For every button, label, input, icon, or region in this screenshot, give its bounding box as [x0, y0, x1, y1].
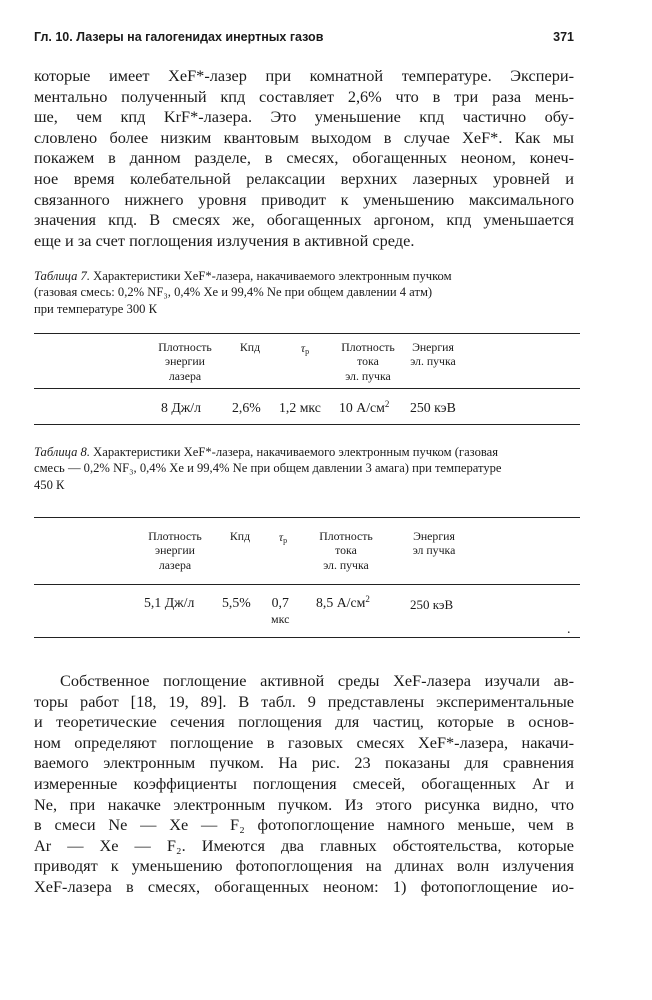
text-line: измеренные коэффициенты поглощения смесей, обогащенных Ar и — [34, 773, 574, 793]
table-8-header-energy-density: Плотность энергии лазера — [148, 529, 202, 572]
text-line: покажем в данном разделе, в смесях, обогащенных неоном, конеч- — [34, 148, 574, 168]
table-7-mid-rule — [34, 388, 580, 389]
caption-line: Характеристики XeF*-лазера, накачиваемого электронным пучком (газовая — [93, 445, 499, 459]
text-line: ное время колебательной релаксации верхних лазерных уровней и — [34, 168, 574, 188]
text-line: приводят к уменьшению фотопоглощения на длинах волн излучения — [34, 856, 574, 876]
table-8-bottom-rule — [34, 637, 580, 638]
text-line: торы работ [18, 19, 89]. В табл. 9 представлены экспериментальные — [34, 691, 574, 711]
text-line: Ar — Xe — F₂. Имеются два главных обстоятельства, которые — [34, 835, 574, 855]
table-8-label: Таблица 8. — [34, 445, 90, 459]
table-8-header-current-density: Плотность тока эл. пучка — [319, 529, 373, 572]
table-8-cell-tau: 0,7 мкс — [271, 595, 290, 626]
text-line: и теоретические сечения поглощения для частиц, которые в основ- — [34, 712, 574, 732]
table-7-cell-energy-density: 8 Дж/л — [161, 400, 202, 415]
table-7-caption — [34, 268, 579, 317]
caption-line: смесь — 0,2% NF₃, 0,4% Xe и 99,4% Ne при общем давлении 3 амага) при температуре — [34, 461, 502, 476]
caption-line: при температуре 300 К — [34, 301, 157, 316]
table-8-cell-current-density: 8,5 $А/см^2$ — [316, 594, 370, 610]
text-line: XeF-лазера в смесях, обогащенных неоном: 1) фотопоглощение ио- — [34, 876, 574, 896]
table-7-top-rule — [34, 333, 580, 334]
running-head — [34, 30, 574, 50]
table-7-header-tau: $\tau_р$ — [300, 341, 310, 356]
table-7-cell-beam-energy: 250 кэВ — [410, 400, 456, 415]
table-8-cell-efficiency: 5,5% — [222, 595, 251, 610]
text-line: ше, чем кпд KrF*-лазера. Это уменьшение кпд частично обу- — [34, 107, 574, 127]
body-paragraph-1 — [34, 66, 574, 251]
text-line: Ne, при накачке электронным пучком. Из этого рисунка видно, что — [34, 794, 574, 814]
caption-line: (газовая смесь: 0,2% NF₃, 0,4% Xe и 99,4% Ne при общем давлении 4 атм) — [34, 285, 433, 300]
text-line: ваемого электронным пучком. На рис. 23 показаны для сравнения — [34, 753, 574, 773]
table-8-mid-rule — [34, 584, 580, 585]
text-line: которые имеет XeF*-лазер при комнатной температуре. Экспери- — [34, 66, 574, 85]
table-7-cell-current-density: 10 $А/см^2$ — [339, 399, 390, 415]
table-8-header-tau: $\tau_р$ — [278, 530, 288, 545]
text-line: ментально полученный кпд составляет 2,6% что в три раза мень- — [34, 86, 574, 106]
chapter-title: Гл. 10. Лазеры на галогенидах инертных газов — [34, 30, 324, 44]
caption-line: Характеристики XeF*-лазера, накачиваемого электронным пучком — [93, 269, 452, 283]
text-line: связанного нижнего уровня приводит к уменьшению максимального — [34, 189, 574, 209]
table-7-header-beam-energy: Энергия эл. пучка — [410, 340, 456, 369]
table-7-header-energy-density: Плотность энергии лазера — [158, 340, 212, 383]
text-line: Собственное поглощение активной среды XeF-лазера изучали ав- — [60, 671, 574, 690]
text-line: словлено более низким квантовым выходом в случае XeF*. Как мы — [34, 127, 574, 147]
text-line: значения кпд. В смесях же, обогащенных аргоном, кпд уменьшается — [34, 210, 574, 230]
table-8-header-beam-energy: Энергия эл пучка — [412, 529, 456, 558]
page-number: 371 — [553, 30, 574, 44]
table-8-caption — [34, 444, 579, 493]
table-8-cell-beam-energy: 250 кэВ — [410, 597, 454, 612]
table-8-top-rule — [34, 517, 580, 518]
table-7-header-efficiency: Кпд — [239, 340, 261, 354]
table-8-cell-energy-density: 5,1 Дж/л — [144, 595, 195, 610]
table-7-header-current-density: Плотность тока эл. пучка — [341, 340, 395, 383]
table-7-bottom-rule — [34, 424, 580, 425]
table-7-cell-efficiency: 2,6% — [232, 400, 261, 415]
text-line: еще и за счет поглощения излучения в активной среде. — [34, 230, 415, 250]
caption-line: 450 К — [34, 477, 65, 492]
table-7-cell-tau: 1,2 мкс — [279, 400, 321, 415]
table-8-header-efficiency: Кпд — [229, 529, 251, 543]
text-line: в смеси Ne — Xe — F₂ фотопоглощение намного меньше, чем в — [34, 815, 574, 835]
text-line: ном определяют поглощение в газовых смесях XeF*-лазера, накачи- — [34, 732, 574, 752]
body-paragraph-2 — [34, 671, 574, 898]
table-7-label: Таблица 7. — [34, 269, 90, 283]
trailing-mark: . — [567, 622, 571, 637]
